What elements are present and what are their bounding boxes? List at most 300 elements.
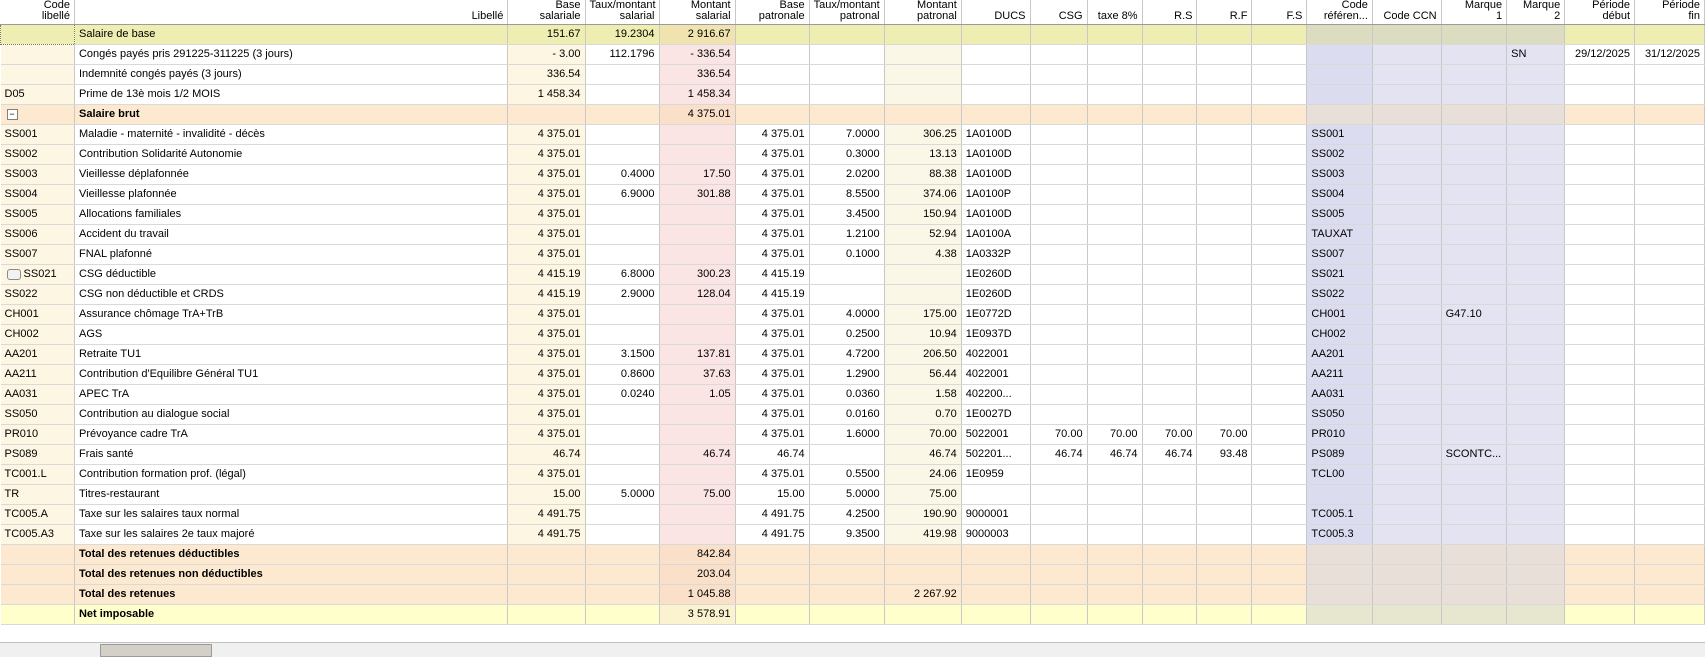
cell-fs[interactable] (1252, 565, 1307, 585)
cell-marq1[interactable] (1441, 505, 1507, 525)
cell-mont_pat[interactable] (884, 605, 961, 625)
cell-base_pat[interactable] (735, 465, 809, 485)
cell-ref[interactable] (1307, 205, 1373, 225)
cell-ducs[interactable] (961, 505, 1030, 525)
cell-code[interactable] (1, 85, 75, 105)
cell-base_sal[interactable] (508, 85, 585, 105)
cell-base_pat[interactable] (735, 485, 809, 505)
cell-libelle[interactable] (74, 505, 507, 525)
col-header-rs[interactable]: R.S (1142, 0, 1197, 25)
col-header-taxe8[interactable]: taxe 8% (1087, 0, 1142, 25)
cell-ccn[interactable] (1372, 165, 1441, 185)
cell-fin[interactable] (1635, 265, 1705, 285)
cell-base_pat[interactable] (735, 585, 809, 605)
cell-rf[interactable] (1197, 265, 1252, 285)
cell-libelle[interactable] (74, 25, 507, 45)
cell-taux_pat[interactable] (809, 285, 884, 305)
cell-libelle[interactable] (74, 165, 507, 185)
cell-ducs[interactable] (961, 65, 1030, 85)
cell-debut[interactable] (1565, 285, 1635, 305)
cell-libelle[interactable] (74, 85, 507, 105)
cell-ccn[interactable] (1372, 105, 1441, 125)
cell-mont_sal[interactable] (659, 65, 735, 85)
cell-taux_sal[interactable] (585, 65, 659, 85)
cell-debut[interactable] (1565, 405, 1635, 425)
cell-taux_sal[interactable] (585, 425, 659, 445)
cell-debut[interactable] (1565, 345, 1635, 365)
col-header-code-reference[interactable]: Code référen... (1307, 0, 1373, 25)
table-row[interactable] (1, 265, 1705, 285)
cell-taux_sal[interactable] (585, 385, 659, 405)
cell-base_sal[interactable] (508, 105, 585, 125)
cell-fin[interactable] (1635, 605, 1705, 625)
cell-ducs[interactable] (961, 265, 1030, 285)
cell-rf[interactable] (1197, 205, 1252, 225)
cell-ref[interactable] (1307, 325, 1373, 345)
cell-taux_pat[interactable] (809, 325, 884, 345)
cell-mont_pat[interactable] (884, 425, 961, 445)
cell-base_pat[interactable] (735, 145, 809, 165)
cell-ducs[interactable] (961, 445, 1030, 465)
table-row[interactable] (1, 85, 1705, 105)
cell-base_sal[interactable] (508, 445, 585, 465)
cell-base_sal[interactable] (508, 365, 585, 385)
cell-base_pat[interactable] (735, 185, 809, 205)
cell-taux_sal[interactable] (585, 145, 659, 165)
cell-base_sal[interactable] (508, 205, 585, 225)
table-row[interactable] (1, 545, 1705, 565)
cell-base_sal[interactable] (508, 325, 585, 345)
cell-fin[interactable] (1635, 305, 1705, 325)
cell-mont_pat[interactable] (884, 485, 961, 505)
table-row[interactable] (1, 405, 1705, 425)
cell-marq2[interactable] (1507, 585, 1565, 605)
cell-ref[interactable] (1307, 385, 1373, 405)
cell-debut[interactable] (1565, 225, 1635, 245)
cell-csg[interactable] (1030, 45, 1087, 65)
cell-rs[interactable] (1142, 485, 1197, 505)
cell-fin[interactable] (1635, 185, 1705, 205)
cell-base_sal[interactable] (508, 305, 585, 325)
cell-fs[interactable] (1252, 25, 1307, 45)
cell-csg[interactable] (1030, 565, 1087, 585)
cell-ducs[interactable] (961, 185, 1030, 205)
cell-fin[interactable] (1635, 345, 1705, 365)
cell-taux_pat[interactable] (809, 345, 884, 365)
cell-base_sal[interactable] (508, 565, 585, 585)
cell-base_pat[interactable] (735, 125, 809, 145)
cell-ccn[interactable] (1372, 205, 1441, 225)
cell-ccn[interactable] (1372, 465, 1441, 485)
cell-taux_pat[interactable] (809, 505, 884, 525)
cell-csg[interactable] (1030, 365, 1087, 385)
cell-mont_sal[interactable] (659, 165, 735, 185)
cell-taux_sal[interactable] (585, 605, 659, 625)
cell-base_pat[interactable] (735, 165, 809, 185)
cell-taux_sal[interactable] (585, 565, 659, 585)
cell-taux_sal[interactable] (585, 365, 659, 385)
cell-rs[interactable] (1142, 125, 1197, 145)
cell-marq1[interactable] (1441, 105, 1507, 125)
cell-base_sal[interactable] (508, 45, 585, 65)
cell-marq2[interactable] (1507, 65, 1565, 85)
cell-mont_sal[interactable] (659, 45, 735, 65)
cell-libelle[interactable] (74, 405, 507, 425)
cell-base_pat[interactable] (735, 45, 809, 65)
cell-ducs[interactable] (961, 125, 1030, 145)
cell-fin[interactable] (1635, 485, 1705, 505)
cell-ref[interactable] (1307, 165, 1373, 185)
cell-taux_sal[interactable] (585, 225, 659, 245)
cell-ref[interactable] (1307, 85, 1373, 105)
cell-ducs[interactable] (961, 25, 1030, 45)
table-row[interactable] (1, 285, 1705, 305)
cell-base_pat[interactable] (735, 525, 809, 545)
cell-debut[interactable] (1565, 465, 1635, 485)
table-row[interactable] (1, 385, 1705, 405)
cell-fs[interactable] (1252, 85, 1307, 105)
table-row[interactable] (1, 445, 1705, 465)
cell-mont_pat[interactable] (884, 465, 961, 485)
cell-code[interactable] (1, 485, 75, 505)
cell-rs[interactable] (1142, 605, 1197, 625)
cell-ccn[interactable] (1372, 65, 1441, 85)
col-header-marque-1[interactable]: Marque 1 (1441, 0, 1507, 25)
cell-code[interactable] (1, 285, 75, 305)
cell-mont_pat[interactable] (884, 65, 961, 85)
cell-ccn[interactable] (1372, 185, 1441, 205)
cell-ccn[interactable] (1372, 325, 1441, 345)
cell-mont_pat[interactable] (884, 285, 961, 305)
cell-rf[interactable] (1197, 525, 1252, 545)
cell-marq1[interactable] (1441, 525, 1507, 545)
cell-marq2[interactable] (1507, 265, 1565, 285)
cell-rs[interactable] (1142, 265, 1197, 285)
cell-debut[interactable] (1565, 185, 1635, 205)
cell-ref[interactable] (1307, 365, 1373, 385)
cell-rs[interactable] (1142, 385, 1197, 405)
cell-ccn[interactable] (1372, 305, 1441, 325)
cell-debut[interactable] (1565, 425, 1635, 445)
cell-marq2[interactable] (1507, 285, 1565, 305)
cell-taxe8[interactable] (1087, 285, 1142, 305)
cell-fin[interactable] (1635, 245, 1705, 265)
cell-marq2[interactable] (1507, 185, 1565, 205)
cell-taxe8[interactable] (1087, 545, 1142, 565)
cell-fin[interactable] (1635, 365, 1705, 385)
table-row[interactable] (1, 125, 1705, 145)
cell-taux_sal[interactable] (585, 445, 659, 465)
cell-code[interactable] (1, 45, 75, 65)
cell-code[interactable] (1, 225, 75, 245)
cell-base_sal[interactable] (508, 185, 585, 205)
cell-taux_pat[interactable] (809, 205, 884, 225)
cell-ccn[interactable] (1372, 345, 1441, 365)
table-row[interactable] (1, 565, 1705, 585)
cell-base_pat[interactable] (735, 505, 809, 525)
cell-ccn[interactable] (1372, 245, 1441, 265)
cell-fs[interactable] (1252, 105, 1307, 125)
cell-debut[interactable] (1565, 325, 1635, 345)
cell-marq2[interactable] (1507, 85, 1565, 105)
cell-taux_sal[interactable] (585, 345, 659, 365)
cell-ref[interactable] (1307, 545, 1373, 565)
cell-ducs[interactable] (961, 165, 1030, 185)
cell-taux_sal[interactable] (585, 105, 659, 125)
cell-mont_pat[interactable] (884, 225, 961, 245)
cell-taux_sal[interactable] (585, 305, 659, 325)
cell-ducs[interactable] (961, 365, 1030, 385)
cell-rs[interactable] (1142, 225, 1197, 245)
cell-rs[interactable] (1142, 585, 1197, 605)
cell-marq2[interactable] (1507, 145, 1565, 165)
collapse-toggle-icon[interactable]: − (7, 109, 18, 120)
table-row[interactable] (1, 105, 1705, 125)
cell-mont_sal[interactable] (659, 365, 735, 385)
cell-debut[interactable] (1565, 505, 1635, 525)
cell-fs[interactable] (1252, 65, 1307, 85)
cell-taux_pat[interactable] (809, 165, 884, 185)
cell-rf[interactable] (1197, 545, 1252, 565)
cell-mont_sal[interactable] (659, 125, 735, 145)
col-header-code[interactable]: Code libellé (1, 0, 75, 25)
cell-rf[interactable] (1197, 305, 1252, 325)
cell-fin[interactable] (1635, 385, 1705, 405)
cell-libelle[interactable] (74, 425, 507, 445)
cell-rf[interactable] (1197, 565, 1252, 585)
cell-taux_pat[interactable] (809, 525, 884, 545)
scrollbar-thumb[interactable] (100, 644, 212, 657)
cell-fin[interactable] (1635, 565, 1705, 585)
cell-debut[interactable] (1565, 585, 1635, 605)
cell-rf[interactable] (1197, 485, 1252, 505)
cell-code[interactable] (1, 105, 75, 125)
cell-taux_sal[interactable] (585, 85, 659, 105)
cell-code[interactable] (1, 425, 75, 445)
cell-libelle[interactable] (74, 105, 507, 125)
cell-taux_sal[interactable] (585, 205, 659, 225)
cell-rf[interactable] (1197, 145, 1252, 165)
cell-rf[interactable] (1197, 365, 1252, 385)
cell-csg[interactable] (1030, 345, 1087, 365)
cell-csg[interactable] (1030, 125, 1087, 145)
cell-rs[interactable] (1142, 425, 1197, 445)
cell-ccn[interactable] (1372, 265, 1441, 285)
cell-taxe8[interactable] (1087, 45, 1142, 65)
cell-taxe8[interactable] (1087, 185, 1142, 205)
cell-mont_pat[interactable] (884, 325, 961, 345)
table-row[interactable] (1, 345, 1705, 365)
cell-base_sal[interactable] (508, 605, 585, 625)
cell-ducs[interactable] (961, 325, 1030, 345)
cell-rf[interactable] (1197, 445, 1252, 465)
cell-mont_sal[interactable] (659, 485, 735, 505)
cell-mont_pat[interactable] (884, 265, 961, 285)
cell-rs[interactable] (1142, 565, 1197, 585)
cell-fin[interactable] (1635, 225, 1705, 245)
cell-marq2[interactable] (1507, 405, 1565, 425)
cell-mont_sal[interactable] (659, 285, 735, 305)
cell-taux_pat[interactable] (809, 225, 884, 245)
cell-mont_pat[interactable] (884, 405, 961, 425)
cell-debut[interactable] (1565, 85, 1635, 105)
cell-taxe8[interactable] (1087, 225, 1142, 245)
cell-marq1[interactable] (1441, 565, 1507, 585)
cell-rs[interactable] (1142, 505, 1197, 525)
cell-marq1[interactable] (1441, 85, 1507, 105)
cell-taux_sal[interactable] (585, 265, 659, 285)
cell-fin[interactable] (1635, 545, 1705, 565)
cell-debut[interactable] (1565, 205, 1635, 225)
cell-mont_pat[interactable] (884, 165, 961, 185)
cell-taux_pat[interactable] (809, 25, 884, 45)
table-row[interactable] (1, 465, 1705, 485)
cell-mont_sal[interactable] (659, 305, 735, 325)
cell-debut[interactable] (1565, 565, 1635, 585)
cell-fin[interactable] (1635, 465, 1705, 485)
cell-libelle[interactable] (74, 605, 507, 625)
cell-base_pat[interactable] (735, 365, 809, 385)
cell-ref[interactable] (1307, 585, 1373, 605)
col-header-libelle[interactable]: Libellé (74, 0, 507, 25)
cell-taxe8[interactable] (1087, 485, 1142, 505)
cell-marq2[interactable] (1507, 425, 1565, 445)
cell-taux_pat[interactable] (809, 45, 884, 65)
cell-mont_pat[interactable] (884, 145, 961, 165)
cell-libelle[interactable] (74, 545, 507, 565)
cell-ref[interactable] (1307, 265, 1373, 285)
cell-marq1[interactable] (1441, 465, 1507, 485)
cell-fin[interactable] (1635, 45, 1705, 65)
cell-marq1[interactable] (1441, 285, 1507, 305)
cell-ducs[interactable] (961, 205, 1030, 225)
cell-ccn[interactable] (1372, 505, 1441, 525)
cell-libelle[interactable] (74, 265, 507, 285)
cell-ref[interactable] (1307, 565, 1373, 585)
cell-mont_pat[interactable] (884, 365, 961, 385)
cell-taux_pat[interactable] (809, 105, 884, 125)
cell-rf[interactable] (1197, 405, 1252, 425)
cell-marq1[interactable] (1441, 245, 1507, 265)
cell-rf[interactable] (1197, 125, 1252, 145)
cell-fs[interactable] (1252, 145, 1307, 165)
cell-fin[interactable] (1635, 65, 1705, 85)
cell-marq1[interactable] (1441, 205, 1507, 225)
col-header-fs[interactable]: F.S (1252, 0, 1307, 25)
cell-base_sal[interactable] (508, 225, 585, 245)
cell-marq1[interactable] (1441, 265, 1507, 285)
cell-taux_pat[interactable] (809, 365, 884, 385)
cell-taxe8[interactable] (1087, 465, 1142, 485)
cell-taux_sal[interactable] (585, 45, 659, 65)
cell-marq2[interactable] (1507, 305, 1565, 325)
table-body[interactable] (1, 25, 1705, 625)
cell-mont_pat[interactable] (884, 205, 961, 225)
cell-debut[interactable] (1565, 105, 1635, 125)
cell-marq1[interactable] (1441, 225, 1507, 245)
cell-code[interactable] (1, 165, 75, 185)
cell-taxe8[interactable] (1087, 445, 1142, 465)
cell-taux_pat[interactable] (809, 465, 884, 485)
table-row[interactable] (1, 145, 1705, 165)
table-row[interactable] (1, 425, 1705, 445)
cell-code[interactable] (1, 205, 75, 225)
cell-libelle[interactable] (74, 185, 507, 205)
cell-base_pat[interactable] (735, 605, 809, 625)
cell-mont_sal[interactable] (659, 425, 735, 445)
cell-ref[interactable] (1307, 445, 1373, 465)
cell-ducs[interactable] (961, 305, 1030, 325)
horizontal-scrollbar[interactable] (0, 642, 1705, 657)
cell-marq2[interactable] (1507, 525, 1565, 545)
cell-csg[interactable] (1030, 265, 1087, 285)
cell-fin[interactable] (1635, 165, 1705, 185)
cell-marq2[interactable] (1507, 225, 1565, 245)
cell-csg[interactable] (1030, 285, 1087, 305)
col-header-periode-debut[interactable]: Période début (1565, 0, 1635, 25)
cell-marq1[interactable] (1441, 25, 1507, 45)
cell-fs[interactable] (1252, 225, 1307, 245)
cell-fs[interactable] (1252, 425, 1307, 445)
cell-taux_sal[interactable] (585, 165, 659, 185)
cell-taux_sal[interactable] (585, 505, 659, 525)
cell-taxe8[interactable] (1087, 65, 1142, 85)
cell-ducs[interactable] (961, 405, 1030, 425)
cell-ccn[interactable] (1372, 125, 1441, 145)
cell-taux_pat[interactable] (809, 65, 884, 85)
cell-taux_pat[interactable] (809, 125, 884, 145)
cell-libelle[interactable] (74, 465, 507, 485)
cell-base_pat[interactable] (735, 545, 809, 565)
cell-ducs[interactable] (961, 385, 1030, 405)
cell-rs[interactable] (1142, 405, 1197, 425)
cell-debut[interactable] (1565, 605, 1635, 625)
table-row[interactable] (1, 605, 1705, 625)
cell-libelle[interactable] (74, 485, 507, 505)
cell-libelle[interactable] (74, 525, 507, 545)
cell-taux_sal[interactable] (585, 585, 659, 605)
cell-rs[interactable] (1142, 25, 1197, 45)
cell-ref[interactable] (1307, 505, 1373, 525)
cell-csg[interactable] (1030, 545, 1087, 565)
cell-debut[interactable] (1565, 385, 1635, 405)
cell-code[interactable] (1, 305, 75, 325)
cell-rs[interactable] (1142, 105, 1197, 125)
cell-rs[interactable] (1142, 305, 1197, 325)
cell-libelle[interactable] (74, 325, 507, 345)
cell-libelle[interactable] (74, 45, 507, 65)
cell-debut[interactable] (1565, 545, 1635, 565)
cell-base_sal[interactable] (508, 425, 585, 445)
cell-libelle[interactable] (74, 285, 507, 305)
cell-ducs[interactable] (961, 525, 1030, 545)
cell-csg[interactable] (1030, 585, 1087, 605)
cell-debut[interactable] (1565, 45, 1635, 65)
cell-code[interactable] (1, 25, 75, 45)
cell-taux_pat[interactable] (809, 545, 884, 565)
cell-rf[interactable] (1197, 605, 1252, 625)
cell-marq1[interactable] (1441, 45, 1507, 65)
cell-mont_sal[interactable] (659, 205, 735, 225)
cell-taxe8[interactable] (1087, 425, 1142, 445)
cell-libelle[interactable] (74, 245, 507, 265)
col-header-marque-2[interactable]: Marque 2 (1507, 0, 1565, 25)
cell-rf[interactable] (1197, 505, 1252, 525)
cell-mont_pat[interactable] (884, 545, 961, 565)
cell-ccn[interactable] (1372, 605, 1441, 625)
cell-marq2[interactable] (1507, 445, 1565, 465)
cell-base_sal[interactable] (508, 525, 585, 545)
